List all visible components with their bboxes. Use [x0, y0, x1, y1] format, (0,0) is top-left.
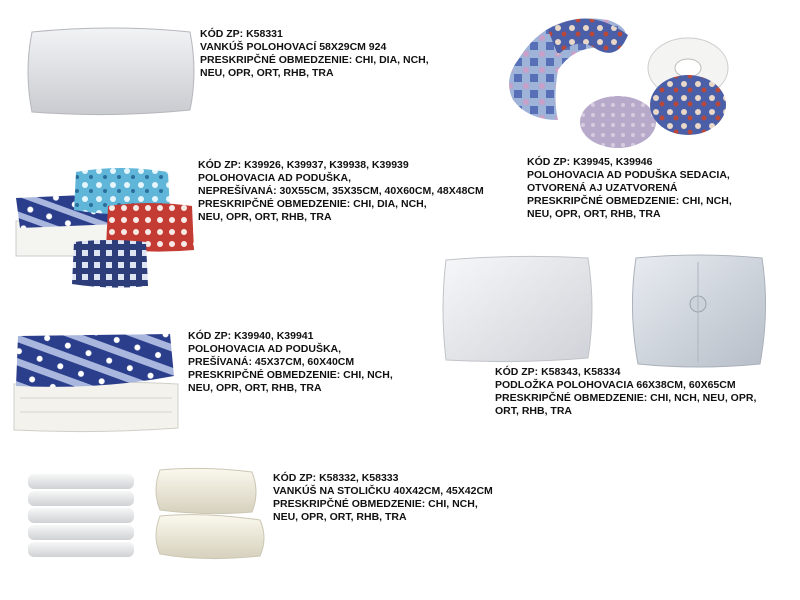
product-6-restrictions: PRESKRIPČNÉ OBMEDZENIE: CHI, NCH,: [273, 498, 478, 510]
product-5-restrictions-cont: ORT, RHB, TRA: [495, 405, 572, 417]
product-1-restrictions-cont: NEU, OPR, ORT, RHB, TRA: [200, 67, 334, 79]
product-3-name-cont: NEPREŠÍVANÁ: 30X55CM, 35X35CM, 40X60CM, 48X48CM: [198, 185, 484, 197]
product-5-name: PODLOŽKA POLOHOVACIA 66X38CM, 60X65CM: [495, 379, 736, 391]
product-3-restrictions: PRESKRIPČNÉ OBMEDZENIE: CHI, DIA, NCH,: [198, 198, 427, 210]
product-4-text: [188, 330, 393, 395]
product-2-code: KÓD ZP: K39945, K39946: [527, 156, 653, 168]
product-2-text: [527, 156, 732, 221]
product-4-name-cont: PREŠÍVANÁ: 45X37CM, 60X40CM: [188, 356, 355, 368]
product-1-code: KÓD ZP: K58331: [200, 28, 283, 40]
product-2-restrictions: PRESKRIPČNÉ OBMEDZENIE: CHI, NCH,: [527, 195, 732, 207]
product-5-text: [495, 366, 756, 418]
product-6-restrictions-cont: NEU, OPR, ORT, RHB, TRA: [273, 511, 407, 523]
product-2-name-cont: OTVORENÁ AJ UZATVORENÁ: [527, 182, 678, 194]
product-1-restrictions: PRESKRIPČNÉ OBMEDZENIE: CHI, DIA, NCH,: [200, 54, 429, 66]
white-pillow-image: [26, 26, 196, 118]
product-4-code: KÓD ZP: K39940, K39941: [188, 330, 314, 342]
product-2-restrictions-cont: NEU, OPR, ORT, RHB, TRA: [527, 208, 661, 220]
product-4-restrictions: PRESKRIPČNÉ OBMEDZENIE: CHI, NCH,: [188, 369, 393, 381]
product-1-name: VANKÚŠ POLOHOVACÍ 58X29CM 924: [200, 41, 387, 53]
quilted-cushions-image: [10, 332, 182, 438]
product-4-restrictions-cont: NEU, OPR, ORT, RHB, TRA: [188, 382, 322, 394]
product-6-text: [273, 472, 493, 524]
seat-cushions-image: [498, 10, 748, 150]
product-5-code: KÓD ZP: K58343, K58334: [495, 366, 621, 378]
product-6-name: VANKÚŠ NA STOLIČKU 40X42CM, 45X42CM: [273, 485, 493, 497]
product-3-name: POLOHOVACIA AD PODUŠKA,: [198, 172, 352, 184]
product-3-code: KÓD ZP: K39926, K39937, K39938, K39939: [198, 159, 409, 171]
product-3-restrictions-cont: NEU, OPR, ORT, RHB, TRA: [198, 211, 332, 223]
product-1-text: [200, 28, 429, 80]
product-3-text: [198, 159, 484, 224]
product-5-restrictions: PRESKRIPČNÉ OBMEDZENIE: CHI, NCH, NEU, OPR,: [495, 392, 757, 404]
product-4-name: POLOHOVACIA AD PODUŠKA,: [188, 343, 342, 355]
product-2-name: POLOHOVACIA AD PODUŠKA SEDACIA,: [527, 169, 730, 181]
product-6-code: KÓD ZP: K58332, K58333: [273, 472, 399, 484]
positioning-pads-image: [442, 254, 772, 369]
unquilted-cushions-image: [10, 166, 200, 291]
chair-cushions-image: [24, 466, 272, 562]
